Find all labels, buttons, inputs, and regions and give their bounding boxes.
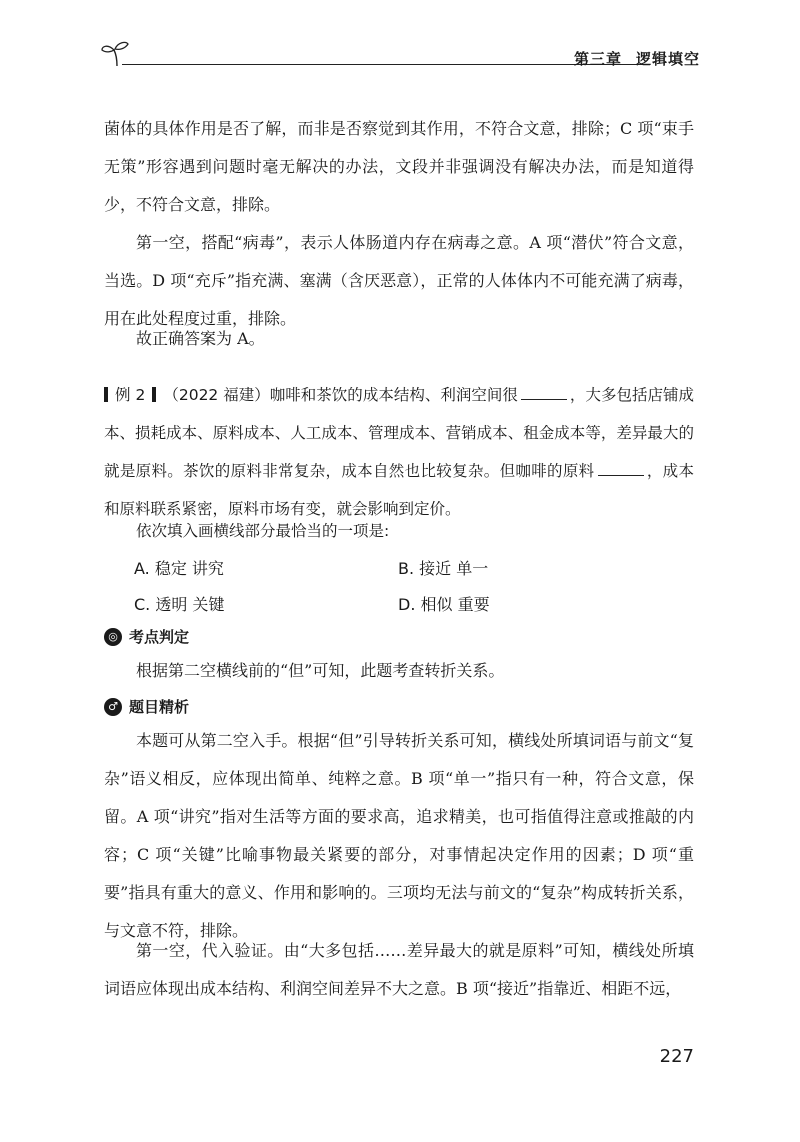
paragraph-continuation: 菌体的具体作用是否了解，而非是否察觉到其作用，不符合文意，排除；C 项“束手无策”形容遇到问题时毫无解决的办法，文段并非强调没有解决办法，而是知道得少，不符合文意，排除。 xyxy=(104,119,694,214)
example-label: 例 2 xyxy=(115,386,146,404)
jingxi-paragraph-1: 本题可从第二空入手。根据“但”引导转折关系可知，横线处所填词语与前文“复杂”语义相反，应体现出简单、纯粹之意。B 项“单一”指只有一种，符合文意，保留。A 项“讲究”指对生活等方面的要求高，追求精美，也可指值得注意或推敲的内容；C 项“关键”比喻事物最关紧要的部分，对事情起决定作用的因素；D 项“重要”指具有重大的意义、作用和影响的。三项均无法与前文的“复杂”构成转折关系，与文意不符，排除。 xyxy=(104,731,694,940)
page-number: 227 xyxy=(659,1046,694,1067)
example-prompt: 依次填入画横线部分最恰当的一项是: xyxy=(136,522,390,540)
blank-2 xyxy=(598,459,644,476)
paragraph-first-blank: 第一空，搭配“病毒”，表示人体肠道内存在病毒之意。A 项“潜伏”符合文意，当选。D 项“充斥”指充满、塞满（含厌恶意），正常的人体体内不可能充满了病毒，用在此处程度过重，排除。 xyxy=(104,233,694,328)
example-mark-right xyxy=(152,387,156,402)
option-c: C. 透明 关键 xyxy=(134,595,225,614)
section-jingxi xyxy=(104,696,189,717)
example-text-b: ，大多包括店铺成本、损耗成本、原料成本、人工成本、管理成本、营销成本、租金成本等，差异最大的就是原料。茶饮的原料非常复杂，成本自然也比较复杂。但咖啡的原料 xyxy=(104,386,694,480)
paragraph-answer: 故正确答案为 A。 xyxy=(136,329,265,348)
example-mark-left xyxy=(104,387,108,402)
chapter-topic: 逻辑填空 xyxy=(635,50,700,68)
option-a: A. 稳定 讲究 xyxy=(134,559,224,578)
example-text-c: ，成本和原料联系紧密，原料市场有变，就会影响到定价。 xyxy=(104,462,694,518)
chapter-number: 第三章 xyxy=(573,50,622,68)
example-question xyxy=(104,376,694,528)
option-b: B. 接近 单一 xyxy=(398,559,489,578)
option-d: D. 相似 重要 xyxy=(398,595,490,614)
example-text-a: 咖啡和茶饮的成本结构、利润空间很 xyxy=(269,386,518,404)
section-kaodian-title: 考点判定 xyxy=(129,628,190,646)
header-rule xyxy=(122,64,650,65)
section-jingxi-title: 题目精析 xyxy=(129,698,190,716)
section-kaodian xyxy=(104,626,189,647)
target-icon: ◎ xyxy=(104,628,122,646)
analysis-icon: ♂ xyxy=(104,698,122,716)
kaodian-text: 根据第二空横线前的“但”可知，此题考查转折关系。 xyxy=(136,661,505,680)
jingxi-paragraph-2: 第一空，代入验证。由“大多包括……差异最大的就是原料”可知，横线处所填词语应体现出成本结构、利润空间差异不大之意。B 项“接近”指靠近、相距不远， xyxy=(104,941,694,998)
running-header xyxy=(100,38,700,68)
blank-1 xyxy=(521,383,567,400)
chapter-title xyxy=(574,48,700,69)
example-source: （2022 福建） xyxy=(163,386,270,404)
